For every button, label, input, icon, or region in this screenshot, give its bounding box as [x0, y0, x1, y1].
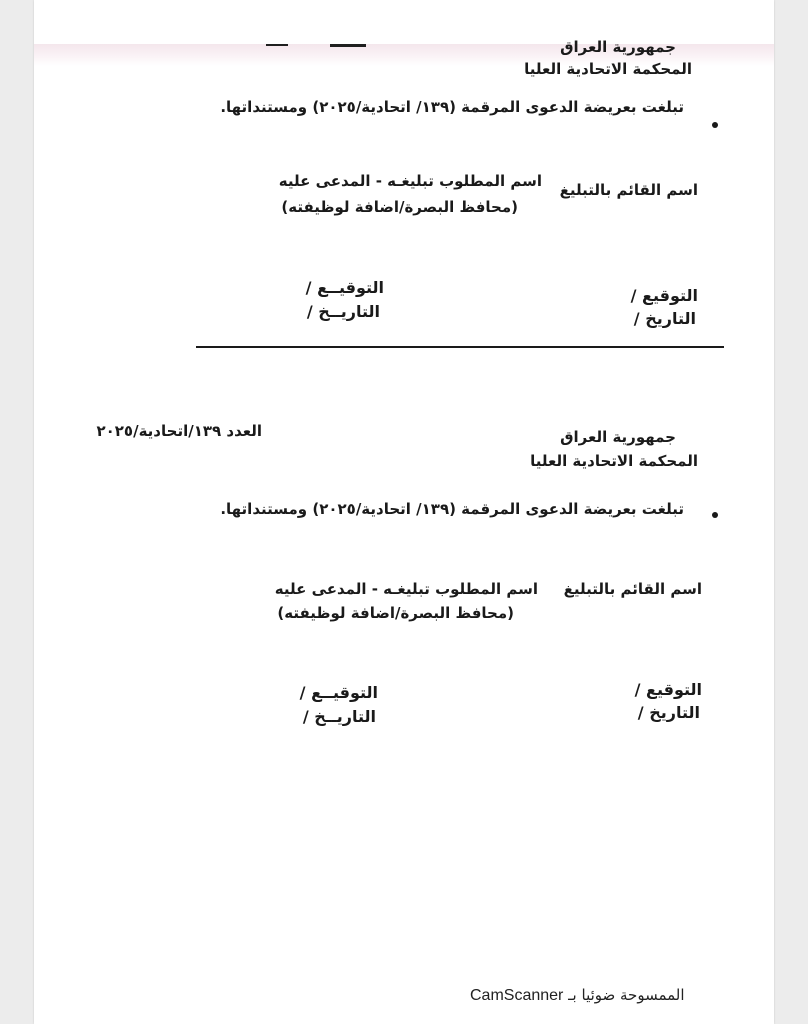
signature-right: التوقيع / — [634, 680, 702, 699]
recipient-label: اسم المطلوب تبليغـه - المدعى عليه — [278, 172, 542, 190]
scanned-page — [34, 0, 774, 1024]
header-country: جمهورية العراق — [560, 428, 676, 446]
case-number: العدد ١٣٩/اتحادية/٢٠٢٥ — [96, 422, 262, 440]
date-right: التاريخ / — [633, 309, 696, 328]
bullet-dot — [712, 122, 718, 128]
header-country: جمهورية العراق — [560, 38, 676, 56]
signature-right: التوقيع / — [630, 286, 698, 305]
recipient-label: اسم المطلوب تبليغـه - المدعى عليه — [274, 580, 538, 598]
date-right: التاريخ / — [637, 703, 700, 722]
header-court: المحكمة الاتحادية العليا — [524, 60, 692, 78]
watermark-text: الممسوحة ضوئيا بـ — [568, 986, 685, 1004]
receiver-label: اسم القائم بالتبليغ — [559, 181, 698, 199]
receiver-label: اسم القائم بالتبليغ — [563, 580, 702, 598]
notice-text: تبلغت بعريضة الدعوى المرقمة (١٣٩/ اتحادية/٢٠٢٥) ومستنداتها. — [220, 98, 684, 116]
recipient-name: (محافظ البصرة/اضافة لوظيفته) — [277, 604, 514, 622]
signature-left: التوقيــع / — [299, 683, 378, 702]
date-left: التاريــخ / — [306, 302, 380, 321]
date-left: التاريــخ / — [302, 707, 376, 726]
header-court: المحكمة الاتحادية العليا — [530, 452, 698, 470]
separator-line — [196, 346, 724, 348]
scan-mark — [266, 44, 288, 46]
watermark-brand: CamScanner — [470, 987, 564, 1004]
signature-left: التوقيــع / — [305, 278, 384, 297]
recipient-name: (محافظ البصرة/اضافة لوظيفته) — [281, 198, 518, 216]
notice-text: تبلغت بعريضة الدعوى المرقمة (١٣٩/ اتحادية/٢٠٢٥) ومستنداتها. — [220, 500, 684, 518]
scan-mark — [330, 44, 366, 47]
bullet-dot — [712, 512, 718, 518]
scanner-watermark — [470, 986, 685, 1005]
